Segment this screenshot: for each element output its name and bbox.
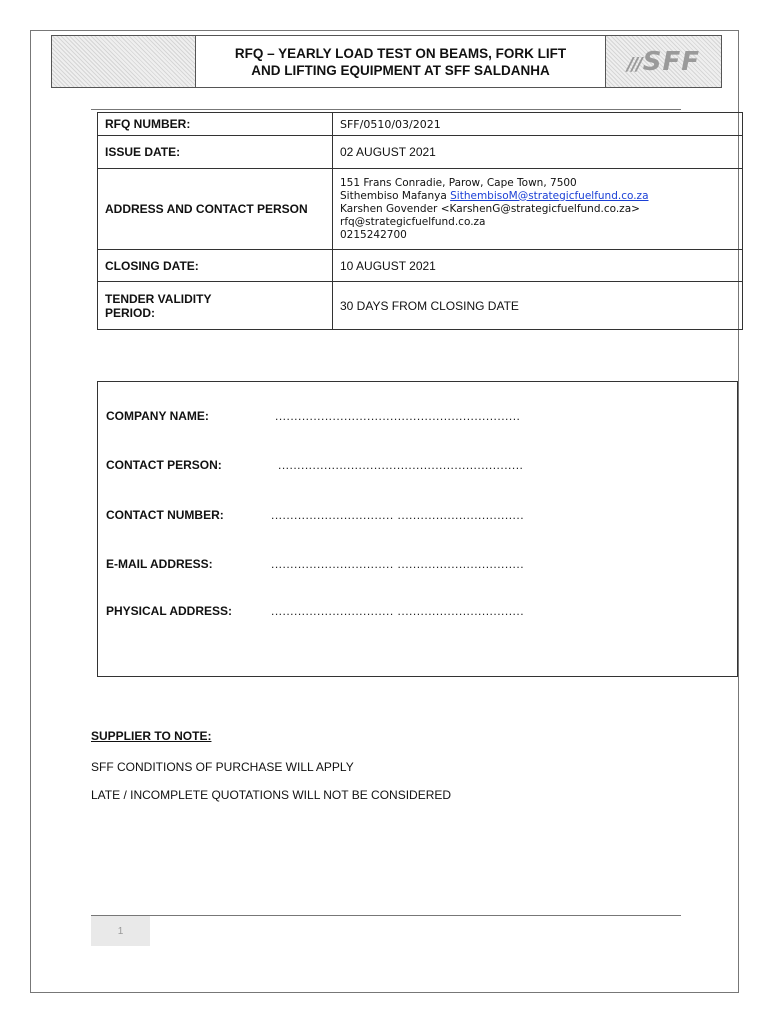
table-row — [98, 113, 743, 136]
table-row — [98, 250, 743, 282]
validity-value: 30 DAYS FROM CLOSING DATE — [333, 282, 743, 330]
email-address-field[interactable]: ................................ ................................. — [271, 557, 525, 571]
issue-date-value: 02 AUGUST 2021 — [333, 136, 743, 169]
supplier-note-heading: SUPPLIER TO NOTE: — [91, 729, 212, 743]
sff-logo: ///SFF — [627, 46, 700, 77]
title-line-1: RFQ – YEARLY LOAD TEST ON BEAMS, FORK LIFT — [234, 45, 567, 61]
header-divider — [91, 109, 681, 110]
table-row — [98, 169, 743, 250]
supplier-note-line: SFF CONDITIONS OF PURCHASE WILL APPLY — [91, 760, 354, 774]
address-value — [333, 169, 743, 250]
table-row — [98, 136, 743, 169]
issue-date-label: ISSUE DATE: — [98, 136, 333, 169]
rfq-number-value: SFF/0510/03/2021 — [333, 113, 743, 136]
address-line: 151 Frans Conradie, Parow, Cape Town, 7500 — [340, 176, 577, 189]
physical-address-field[interactable]: ................................ ................................. — [271, 604, 525, 618]
contact-person-field[interactable]: ................................................................ — [278, 458, 524, 472]
document-title — [196, 36, 606, 87]
header-logo-panel — [606, 36, 721, 87]
rfq-info-table — [97, 112, 743, 330]
contact-number-field[interactable]: ................................ ................................. — [271, 508, 525, 522]
closing-date-value: 10 AUGUST 2021 — [333, 250, 743, 282]
table-row — [98, 282, 743, 330]
rfq-email: rfq@strategicfuelfund.co.za — [340, 215, 486, 228]
validity-label: TENDER VALIDITY PERIOD: — [98, 282, 333, 330]
contact-person-label: CONTACT PERSON: — [106, 458, 222, 472]
header-left-panel — [52, 36, 196, 87]
contact-line: Sithembiso Mafanya SithembisoM@strategicfuelfund.co.za — [340, 189, 649, 202]
email-address-label: E-MAIL ADDRESS: — [106, 557, 213, 571]
rfq-number-label: RFQ NUMBER: — [98, 113, 333, 136]
contact-line: Karshen Govender <KarshenG@strategicfuelfund.co.za> — [340, 202, 640, 215]
company-name-field[interactable]: ................................................................ — [275, 409, 521, 423]
address-label: ADDRESS AND CONTACT PERSON — [98, 169, 333, 250]
physical-address-label: PHYSICAL ADDRESS: — [106, 604, 233, 618]
phone-number: 0215242700 — [340, 228, 407, 241]
supplier-note-line: LATE / INCOMPLETE QUOTATIONS WILL NOT BE CONSIDERED — [91, 788, 452, 802]
title-line-2: AND LIFTING EQUIPMENT AT SFF SALDANHA — [251, 62, 550, 78]
contact-number-label: CONTACT NUMBER: — [106, 508, 224, 522]
closing-date-label: CLOSING DATE: — [98, 250, 333, 282]
company-name-label: COMPANY NAME: — [106, 409, 209, 423]
document-header — [51, 35, 722, 88]
supplier-details-form — [97, 381, 738, 677]
email-link[interactable]: SithembisoM@strategicfuelfund.co.za — [450, 189, 649, 202]
page-number: 1 — [91, 916, 150, 946]
footer-divider — [91, 915, 681, 916]
